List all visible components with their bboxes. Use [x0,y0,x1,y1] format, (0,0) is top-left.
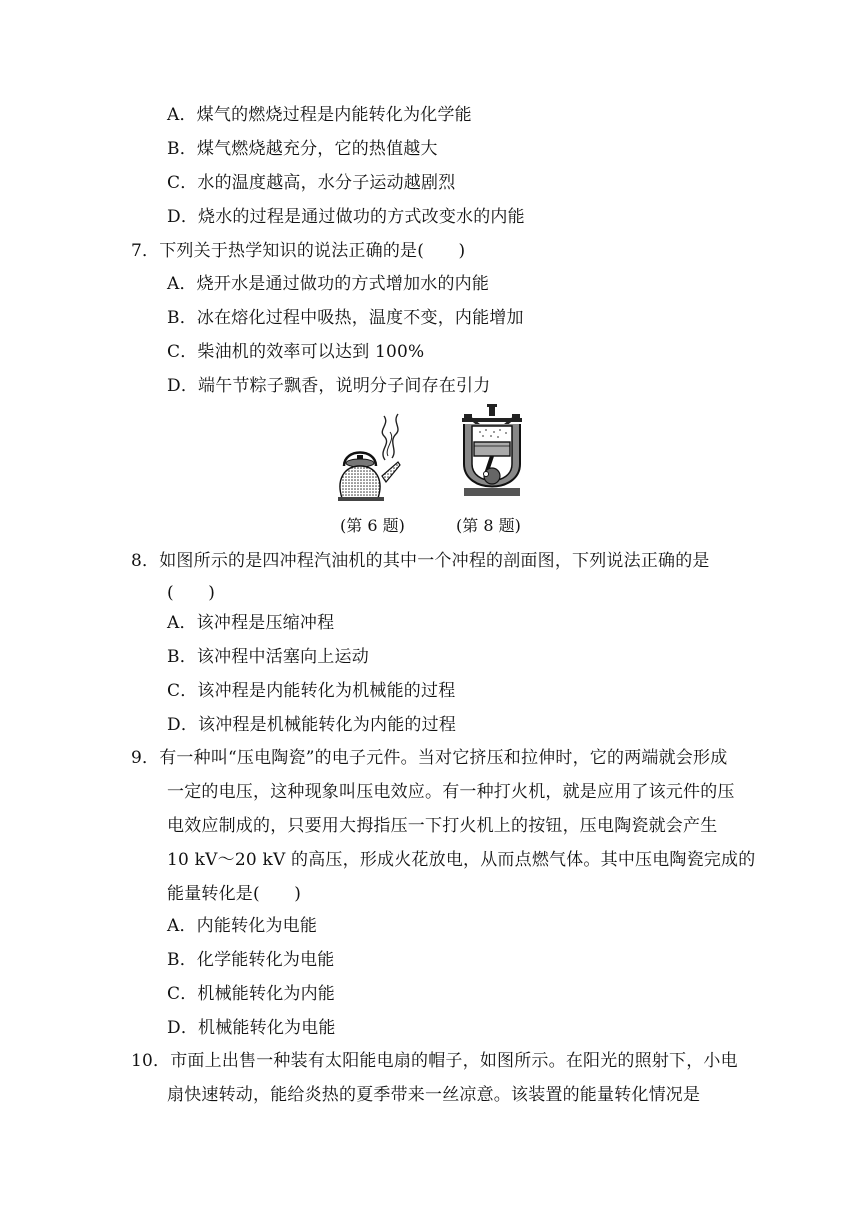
q9-stem-line5: 能量转化是( ) [167,884,302,904]
q9-option-a: A．内能转化为电能 [167,916,318,936]
engine-cross-section-illustration [456,404,528,504]
q6-option-b: B．煤气燃烧越充分，它的热值越大 [167,139,438,159]
q10-stem-line2: 扇快速转动，能给炎热的夏季带来一丝凉意。该装置的能量转化情况是 [167,1085,701,1105]
kettle-steam-illustration [330,410,410,505]
q6-option-d: D．烧水的过程是通过做功的方式改变水的内能 [167,207,525,227]
q10-stem-line1: 10．市面上出售一种装有太阳能电扇的帽子，如图所示。在阳光的照射下，小电 [131,1051,738,1071]
q8-option-a: A．该冲程是压缩冲程 [167,613,335,633]
q7-option-a: A．烧开水是通过做功的方式增加水的内能 [167,274,490,294]
q9-stem-line4: 10 kV～20 kV 的高压，形成火花放电，从而点燃气体。其中压电陶瓷完成的 [167,850,756,870]
q8-option-d: D．该冲程是机械能转化为内能的过程 [167,715,457,735]
q9-stem-line3: 电效应制成的，只要用大拇指压一下打火机上的按钮，压电陶瓷就会产生 [167,816,718,836]
q9-stem-line2: 一定的电压，这种现象叫压电效应。有一种打火机，就是应用了该元件的压 [167,782,735,802]
q8-option-c: C．该冲程是内能转化为机械能的过程 [167,681,456,701]
q7-stem: 7．下列关于热学知识的说法正确的是( ) [131,241,466,261]
q8-stem-line2: ( ) [167,583,216,603]
figure-caption-q8: (第 8 题) [456,516,521,535]
figure-caption-q6: (第 6 题) [340,516,405,535]
q7-option-d: D．端午节粽子飘香，说明分子间存在引力 [167,376,491,396]
q9-option-c: C．机械能转化为内能 [167,984,336,1004]
q9-option-d: D．机械能转化为电能 [167,1018,336,1038]
q6-option-c: C．水的温度越高，水分子运动越剧烈 [167,173,456,193]
q7-option-c: C．柴油机的效率可以达到 100% [167,342,425,362]
q8-stem-line1: 8．如图所示的是四冲程汽油机的其中一个冲程的剖面图，下列说法正确的是 [131,551,710,571]
q8-option-b: B．该冲程中活塞向上运动 [167,647,369,667]
q7-option-b: B．冰在熔化过程中吸热，温度不变，内能增加 [167,308,524,328]
q9-option-b: B．化学能转化为电能 [167,950,335,970]
q6-option-a: A．煤气的燃烧过程是内能转化为化学能 [167,105,472,125]
q9-stem-line1: 9．有一种叫“压电陶瓷”的电子元件。当对它挤压和拉伸时，它的两端就会形成 [131,748,728,768]
